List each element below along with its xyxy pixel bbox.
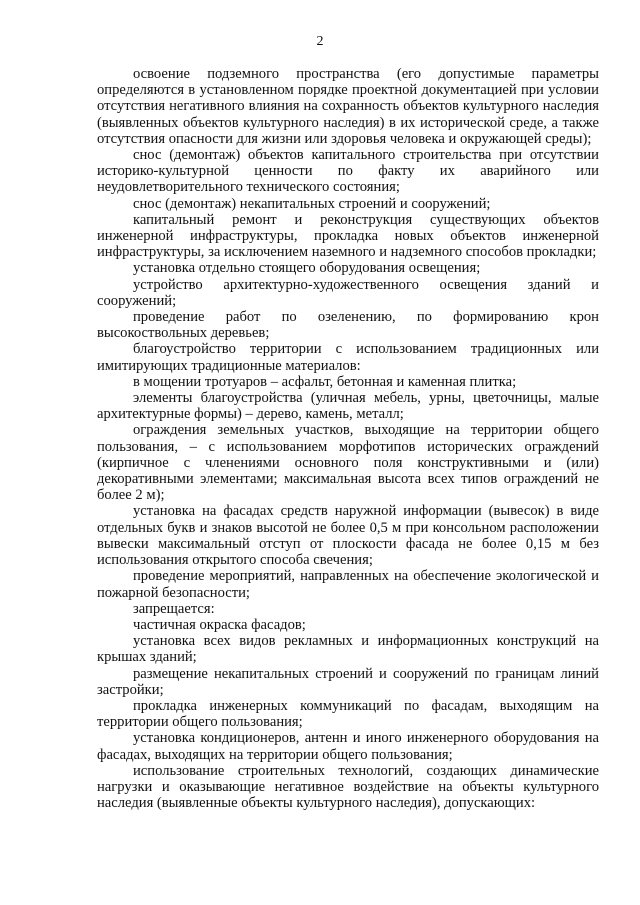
paragraph-partial-painting: частичная окраска фасадов; xyxy=(133,616,306,633)
paragraph-signage: установка на фасадах средств наружной информации (вывесок) в виде отдельных букв и знаков высотой не более 0,5 м при консольном расположении вывески максимальный отступ от плоскости фасада не более 0,15 м без использования открытого способа свечения; xyxy=(97,503,599,569)
paragraph-architectural-lighting: устройство архитектурно-художественного освещения зданий и сооружений; xyxy=(97,276,599,309)
paragraph-landscaping: проведение работ по озеленению, по формированию крон высокоствольных деревьев; xyxy=(97,309,599,342)
paragraph-improvement-materials: благоустройство территории с использованием традиционных или имитирующих традиционные материалов: xyxy=(97,341,599,374)
paragraph-construction-technologies: использование строительных технологий, создающих динамические нагрузки и оказывающие негативное воздействие на объекты культурного наследия (выявленные объекты культурного наследия), допускающих: xyxy=(97,762,599,812)
paragraph-infrastructure-repair: капитальный ремонт и реконструкция существующих объектов инженерной инфраструктуры, прокладка новых объектов инженерной инфраструктуры, за исключением наземного и надземного способов прокладки; xyxy=(97,211,599,261)
paragraph-roof-advertising: установка всех видов рекламных и информационных конструкций на крышах зданий; xyxy=(97,633,599,666)
paragraph-lighting-equipment: установка отдельно стоящего оборудования освещения; xyxy=(133,260,481,277)
paragraph-fences: ограждения земельных участков, выходящие на территории общего пользования, – с использованием морфотипов исторических ограждений (кирпичное с членениями основного поля конструктивными и (или) декоративными элементами; максимальная высота всех типов ограждений не более 2 м); xyxy=(97,422,599,504)
paragraph-improvement-elements: элементы благоустройства (уличная мебель, урны, цветочницы, малые архитектурные формы) – дерево, камень, металл; xyxy=(97,390,599,423)
paragraph-demolition-capital: снос (демонтаж) объектов капитального строительства при отсутствии историко-культурной ценности по факту их аварийного или неудовлетворительного технического состояния; xyxy=(97,147,599,196)
paragraph-sidewalk-paving: в мощении тротуаров – асфальт, бетонная и каменная плитка; xyxy=(133,373,517,390)
document-body xyxy=(97,66,599,811)
paragraph-noncapital-placement: размещение некапитальных строений и сооружений по границам линий застройки; xyxy=(97,665,599,698)
paragraph-facade-equipment: установка кондиционеров, антенн и иного инженерного оборудования на фасадах, выходящих на территории общего пользования; xyxy=(97,730,599,763)
paragraph-facade-utilities: прокладка инженерных коммуникаций по фасадам, выходящим на территории общего пользования; xyxy=(97,697,599,731)
paragraph-demolition-noncapital: снос (демонтаж) некапитальных строений и сооружений; xyxy=(133,195,491,212)
paragraph-prohibited-heading: запрещается: xyxy=(133,600,215,617)
paragraph-underground-space: освоение подземного пространства (его допустимые параметры определяются в установленном порядке проектной документацией при условии отсутствия негативного влияния на сохранность объектов культурного наследия (выявленных объектов культурного наследия) в их исторической среде, а также отсутствия опасности для жизни или здоровья человека и окружающей среды); xyxy=(97,66,599,147)
paragraph-safety-measures: проведение мероприятий, направленных на обеспечение экологической и пожарной безопасности; xyxy=(97,568,599,601)
page-number: 2 xyxy=(316,34,324,49)
